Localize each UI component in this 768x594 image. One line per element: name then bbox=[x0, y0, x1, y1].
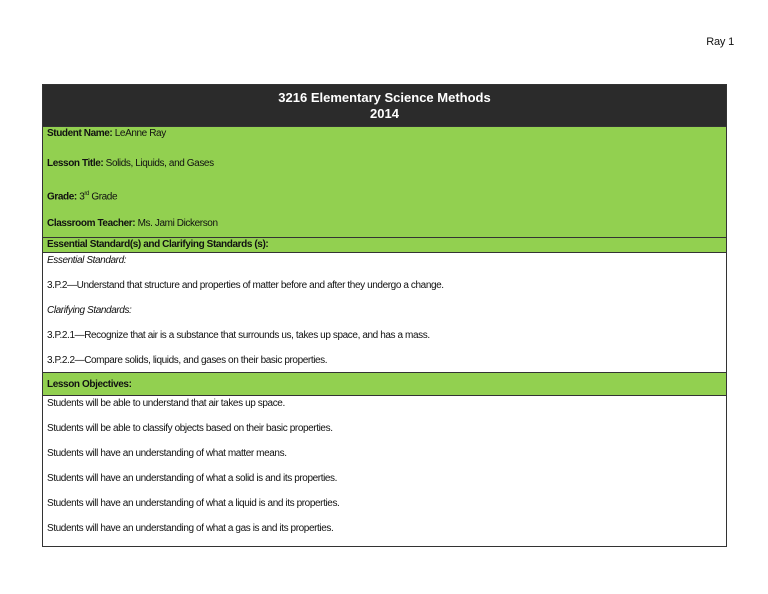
lesson-title-line bbox=[47, 157, 722, 187]
table-title-line2: 2014 bbox=[370, 106, 399, 121]
student-name-value: LeAnne Ray bbox=[112, 128, 166, 139]
page-header: Ray 1 bbox=[706, 36, 734, 48]
clarifying-standard-1: 3.P.2.1—Recognize that air is a substance that surrounds us, takes up space, and has a mass. bbox=[47, 330, 430, 341]
clarifying-standard-2: 3.P.2.2—Compare solids, liquids, and gases on their basic properties. bbox=[47, 355, 328, 366]
essential-standard-text: 3.P.2—Understand that structure and properties of matter before and after they undergo a change. bbox=[47, 280, 444, 291]
classroom-teacher-label: Classroom Teacher: bbox=[47, 218, 136, 229]
classroom-teacher-value: Ms. Jami Dickerson bbox=[135, 218, 218, 229]
lesson-title-label: Lesson Title: bbox=[47, 158, 104, 169]
objective-item: Students will have an understanding of what a liquid is and its properties. bbox=[47, 498, 340, 509]
standards-header: Essential Standard(s) and Clarifying Standards (s): bbox=[43, 238, 726, 253]
objective-item: Students will have an understanding of what a solid is and its properties. bbox=[47, 473, 338, 484]
objectives-header: Lesson Objectives: bbox=[43, 373, 726, 396]
grade-label: Grade: bbox=[47, 191, 77, 203]
table-title-line1: 3216 Elementary Science Methods bbox=[278, 90, 491, 105]
grade-line bbox=[47, 187, 722, 217]
table-title bbox=[43, 85, 726, 127]
grade-value: Grade bbox=[88, 191, 118, 203]
grade-suffix: rd bbox=[84, 191, 89, 197]
grade-number: 3 bbox=[76, 191, 85, 203]
info-block bbox=[43, 127, 726, 238]
lesson-title-value: Solids, Liquids, and Gases bbox=[103, 158, 214, 169]
lesson-plan-table bbox=[42, 84, 727, 547]
clarifying-standards-label: Clarifying Standards: bbox=[47, 305, 132, 316]
essential-standard-label: Essential Standard: bbox=[47, 255, 127, 266]
student-name-line bbox=[47, 127, 722, 157]
objective-item: Students will have an understanding of what a gas is and its properties. bbox=[47, 523, 334, 534]
student-name-label: Student Name: bbox=[47, 128, 113, 139]
objective-item: Students will be able to understand that air takes up space. bbox=[47, 398, 285, 409]
objective-item: Students will be able to classify objects based on their basic properties. bbox=[47, 423, 333, 434]
objectives-block bbox=[43, 396, 726, 546]
classroom-teacher-line bbox=[47, 217, 722, 238]
objective-item: Students will have an understanding of what matter means. bbox=[47, 448, 287, 459]
standards-block bbox=[43, 253, 726, 373]
